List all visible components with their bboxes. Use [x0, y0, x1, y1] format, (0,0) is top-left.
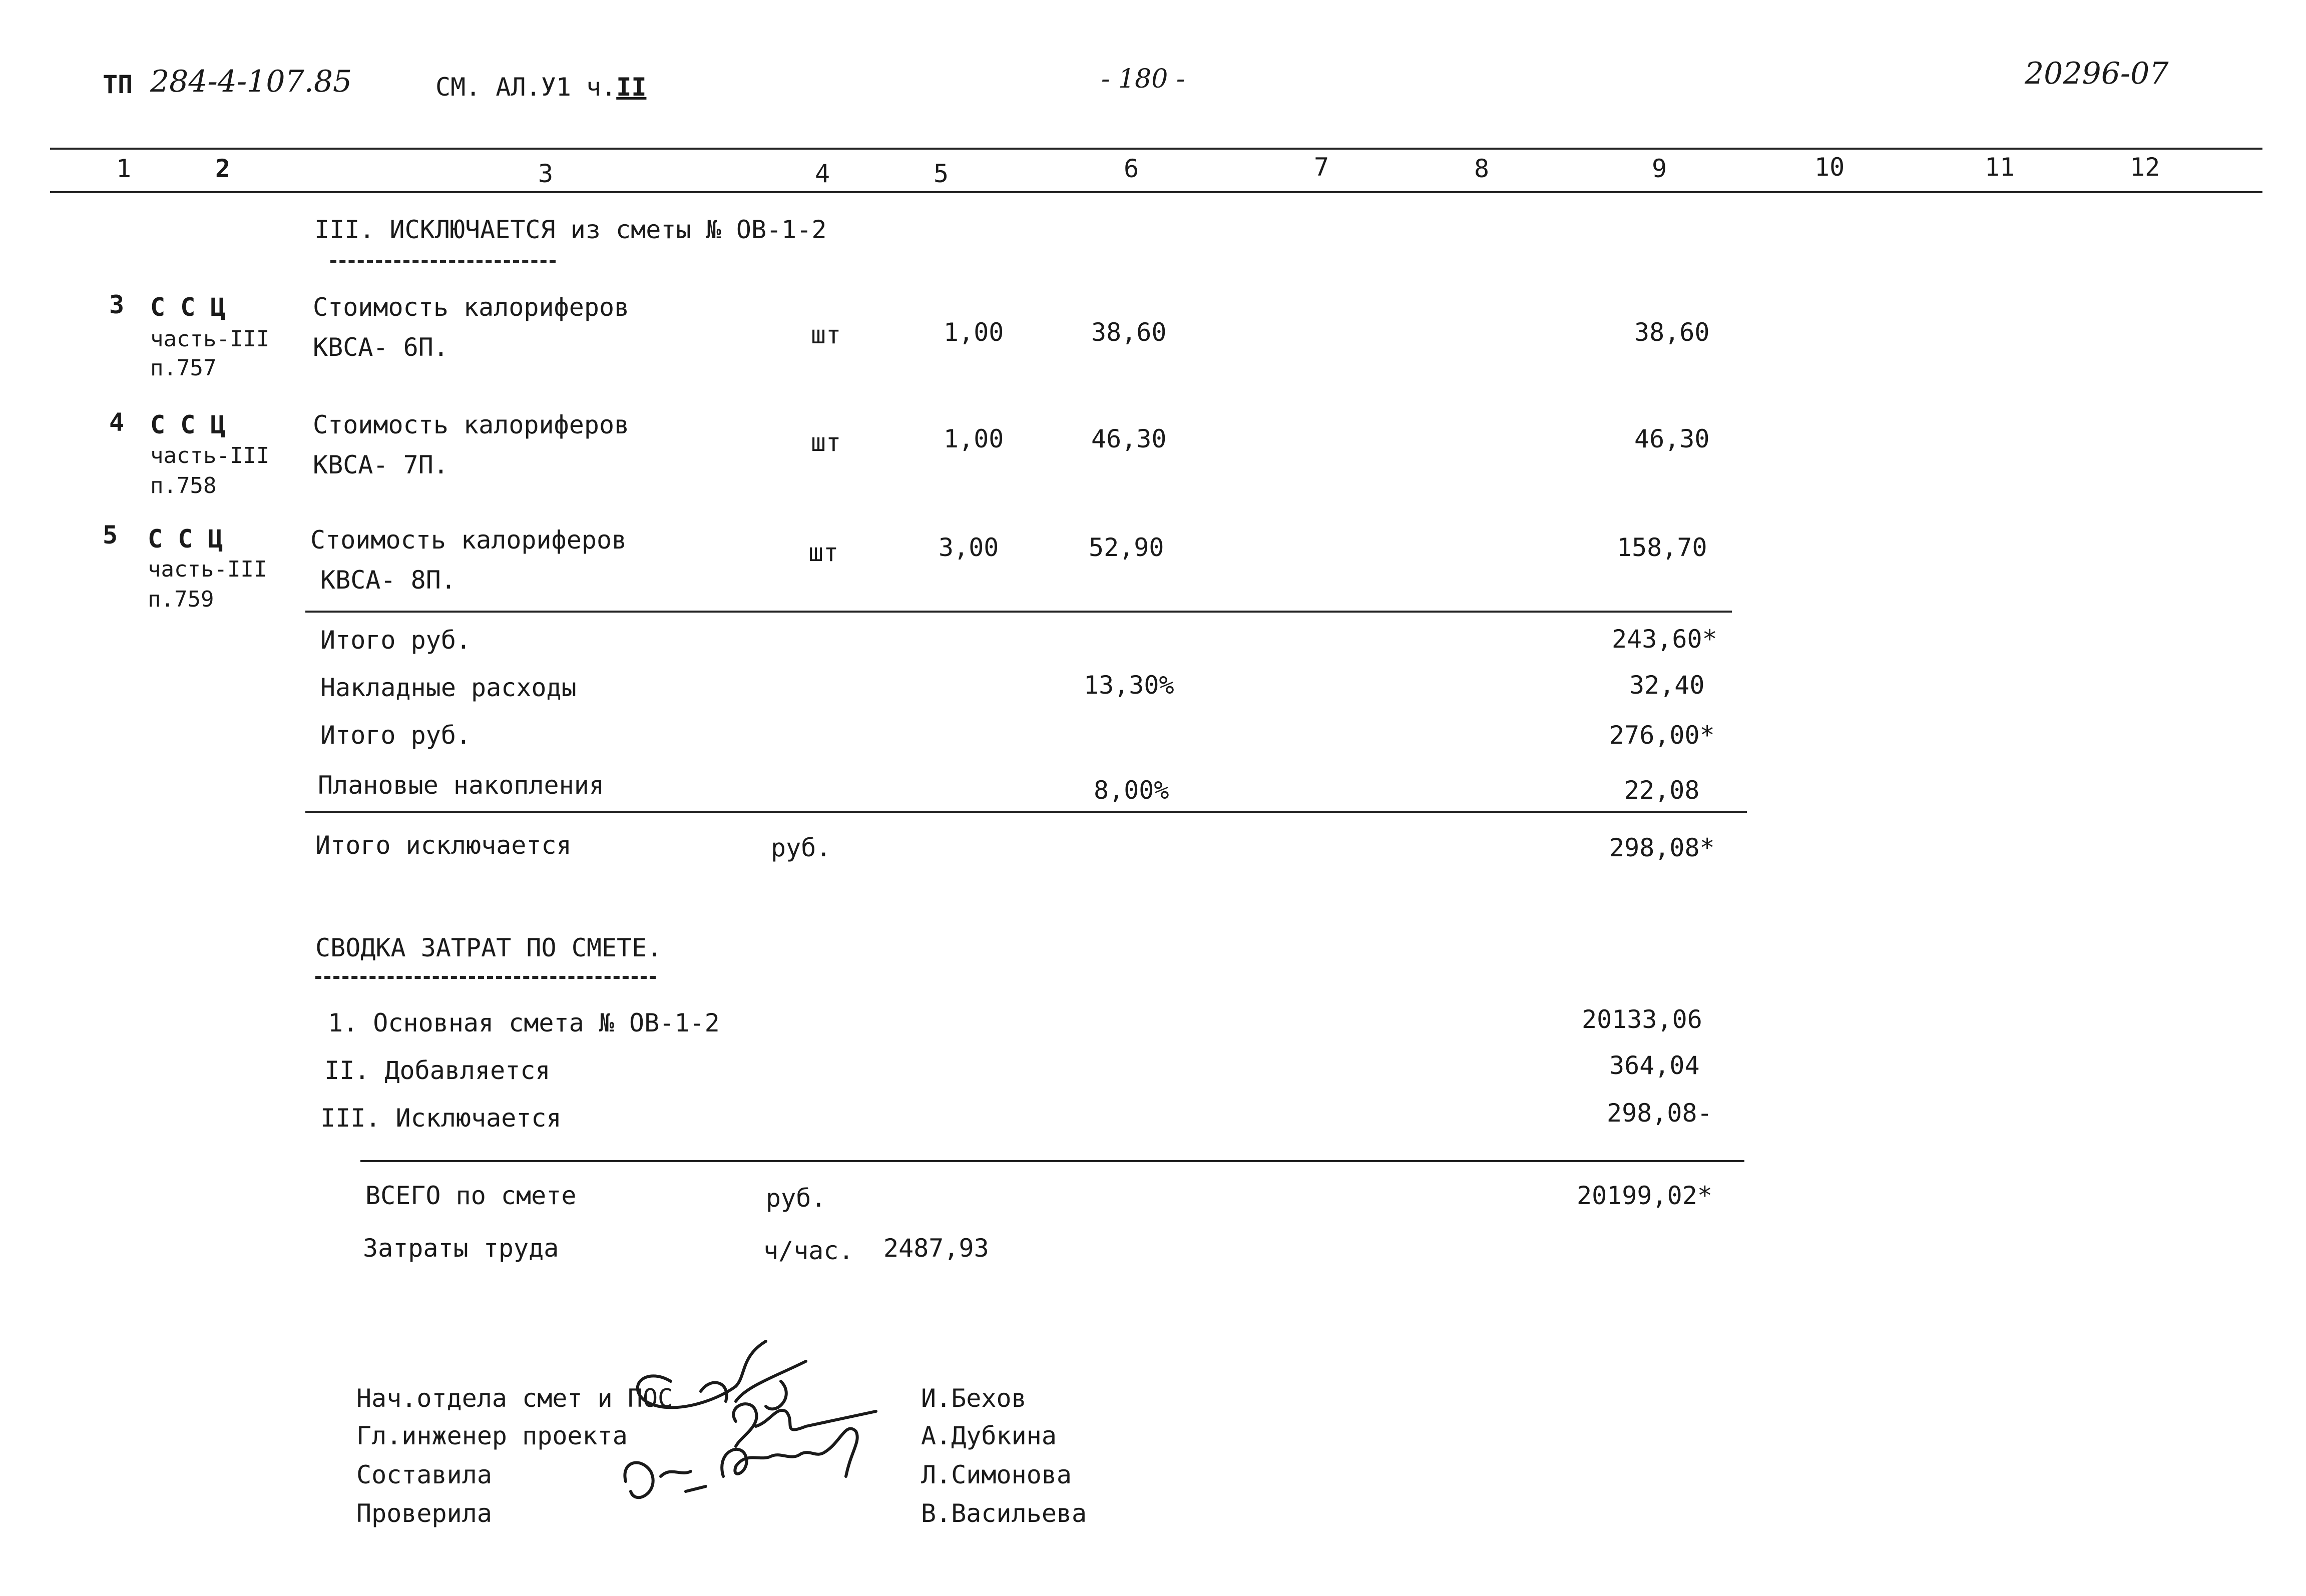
row-total: 38,60: [1634, 318, 1710, 347]
doc-reference-part: II: [616, 73, 647, 102]
col-header-3: 3: [538, 159, 554, 188]
subtotal-value-2: 276,00*: [1609, 721, 1715, 750]
row-quantity: 3,00: [939, 533, 999, 562]
row-ref-code: С С Ц: [150, 410, 226, 439]
row-ref-code: С С Ц: [148, 524, 223, 554]
planned-savings-percent: 8,00%: [1094, 776, 1169, 805]
col-header-9: 9: [1652, 154, 1667, 183]
subtotal-label: Итого руб.: [320, 626, 472, 655]
col-header-8: 8: [1474, 154, 1490, 183]
signature-role: Проверила: [356, 1499, 492, 1528]
row-number: 5: [103, 520, 118, 550]
row-description: Стоимость калориферов: [313, 410, 630, 439]
row-total: 158,70: [1617, 533, 1707, 562]
col-header-4: 4: [815, 159, 830, 188]
overhead-label: Накладные расходы: [320, 673, 577, 702]
overhead-value: 32,40: [1629, 671, 1705, 700]
summary-item-main-value: 20133,06: [1582, 1005, 1702, 1034]
row-ref-item: п.757: [150, 355, 217, 381]
row-ref-part: часть-III: [150, 443, 270, 468]
excluded-total-unit: руб.: [771, 833, 831, 862]
col-header-10: 10: [1814, 153, 1845, 182]
subtotal-value: 243,60*: [1612, 625, 1717, 654]
row-description: Стоимость калориферов: [310, 525, 627, 555]
handwritten-signatures: [616, 1326, 926, 1536]
labor-cost-value: 2487,93: [883, 1234, 989, 1263]
rows-divider: [305, 611, 1732, 613]
summary-item-main: 1. Основная смета № ОВ-1-2: [328, 1008, 720, 1037]
grand-total-unit: руб.: [766, 1184, 826, 1213]
col-header-2: 2: [215, 154, 231, 183]
row-ref-code: С С Ц: [150, 293, 226, 322]
row-unit: шт: [811, 428, 841, 457]
signature-name: И.Бехов: [921, 1384, 1027, 1413]
grand-total-value: 20199,02*: [1577, 1181, 1712, 1210]
planned-savings-value: 22,08: [1624, 776, 1700, 805]
row-total: 46,30: [1634, 424, 1710, 453]
row-description-model: КВСА- 7П.: [313, 450, 448, 479]
col-header-7: 7: [1314, 153, 1329, 182]
row-unit: шт: [808, 538, 839, 567]
row-quantity: 1,00: [944, 318, 1004, 347]
row-unit: шт: [811, 320, 841, 349]
page-number: - 180 -: [1101, 64, 1185, 94]
signature-role: Нач.отдела смет и ПОС: [356, 1384, 673, 1413]
signature-name: Л.Симонова: [921, 1460, 1072, 1489]
col-header-11: 11: [1985, 153, 2015, 182]
signature-role: Гл.инженер проекта: [356, 1421, 628, 1450]
row-number: 4: [109, 408, 125, 437]
row-ref-part: часть-III: [150, 326, 270, 352]
labor-cost-unit: ч/час.: [763, 1236, 854, 1265]
doc-reference-text: СМ. АЛ.У1 ч.: [435, 73, 617, 102]
row-price: 46,30: [1091, 424, 1167, 453]
totals-divider: [305, 811, 1747, 813]
row-description-model: КВСА- 8П.: [320, 566, 456, 595]
section-title: III. ИСКЛЮЧАЕТСЯ из сметы № ОВ-1-2: [314, 215, 827, 244]
excluded-total-value: 298,08*: [1609, 833, 1715, 862]
row-number: 3: [109, 290, 125, 319]
summary-item-added: II. Добавляется: [324, 1056, 551, 1085]
section-title-underline: [330, 260, 556, 263]
summary-divider: [360, 1160, 1744, 1162]
summary-item-excluded-value: 298,08-: [1607, 1099, 1712, 1128]
planned-savings-label: Плановые накопления: [318, 771, 604, 800]
overhead-percent: 13,30%: [1084, 671, 1174, 700]
row-price: 52,90: [1089, 533, 1164, 562]
summary-title: СВОДКА ЗАТРАТ ПО СМЕТЕ.: [315, 933, 662, 962]
header-rule-bottom: [50, 191, 2262, 193]
row-ref-item: п.759: [148, 587, 214, 612]
signature-name: В.Васильева: [921, 1499, 1087, 1528]
row-price: 38,60: [1091, 318, 1167, 347]
row-ref-item: п.758: [150, 473, 217, 498]
row-quantity: 1,00: [944, 424, 1004, 453]
doc-code: 284-4-107.85: [150, 64, 352, 99]
labor-cost-label: Затраты труда: [363, 1234, 559, 1263]
col-header-12: 12: [2130, 153, 2160, 182]
subtotal-label-2: Итого руб.: [320, 721, 472, 750]
col-header-5: 5: [934, 159, 949, 188]
row-description: Стоимость калориферов: [313, 293, 630, 322]
excluded-total-label: Итого исключается: [315, 831, 572, 860]
col-header-1: 1: [116, 154, 132, 183]
row-ref-part: часть-III: [148, 557, 267, 582]
summary-title-underline: [315, 976, 656, 979]
signature-role: Составила: [356, 1460, 492, 1489]
signature-name: А.Дубкина: [921, 1421, 1057, 1450]
sheet-code: 20296-07: [2025, 56, 2169, 91]
row-description-model: КВСА- 6П.: [313, 333, 448, 362]
tp-prefix: ТП: [103, 70, 133, 99]
summary-item-excluded: III. Исключается: [320, 1104, 562, 1133]
summary-item-added-value: 364,04: [1609, 1051, 1700, 1080]
col-header-6: 6: [1124, 154, 1139, 183]
grand-total-label: ВСЕГО по смете: [365, 1181, 577, 1210]
header-rule-top: [50, 148, 2262, 150]
doc-reference: [435, 73, 646, 102]
